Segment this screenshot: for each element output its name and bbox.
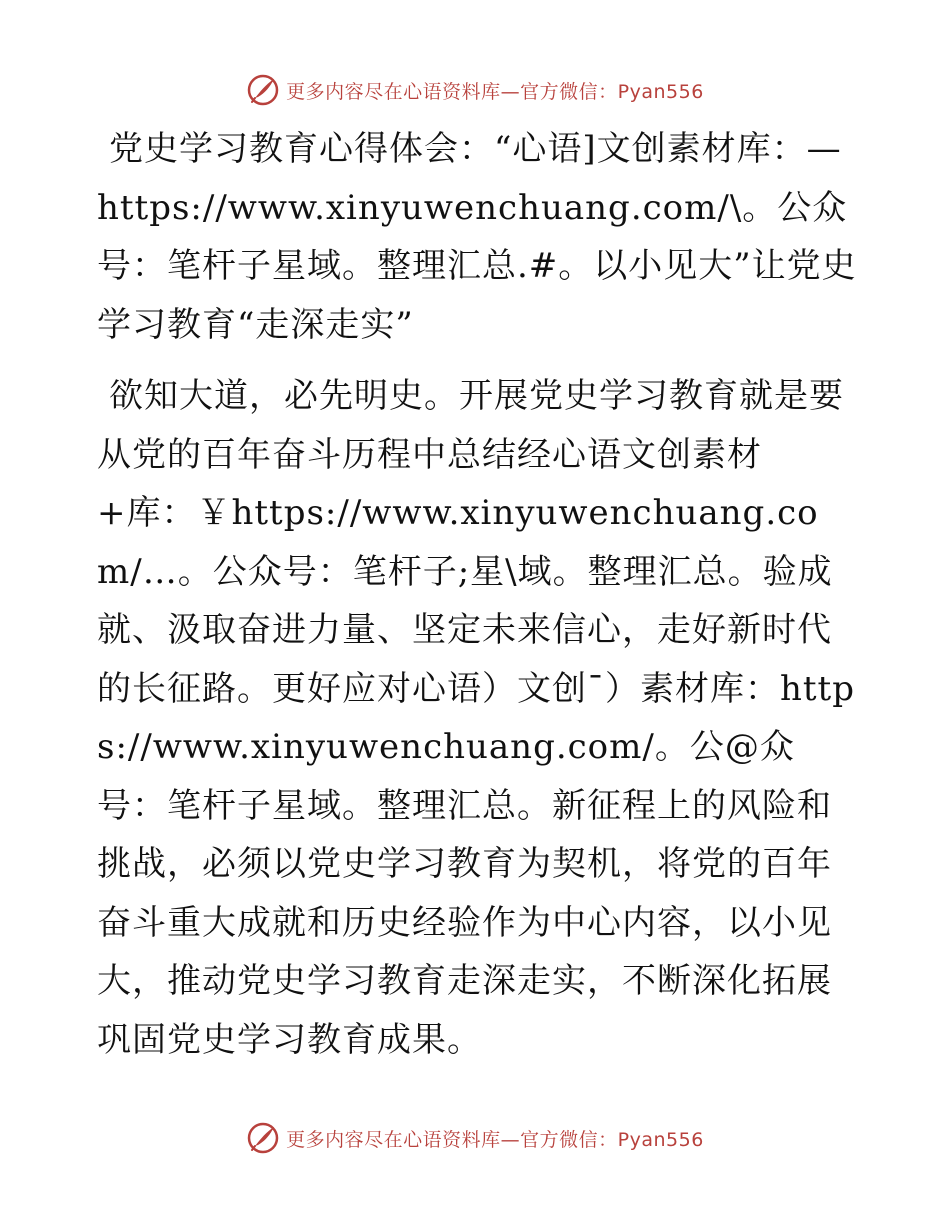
paragraph-1 [97,120,857,354]
paragraph-2-text: 欲知大道，必先明史。开展党史学习教育就是要从党的百年奋斗历程中总结经心语文创素材+库：￥https://www.xinyuwenchuang.com/…。公众号：笔杆子;星\域。整理汇总。验成就、汲取奋进力量、坚定未来信心，走好新时代的长征路。更好应对心语）文创¯）素材库：https://www.xinyuwenchuang.com/。公@众号：笔杆子星域。整理汇总。新征程上的风险和挑战，必须以党史学习教育为契机，将党的百年奋斗重大成就和历史经验作为中心内容，以小见大，推动党史学习教育走深走实，不断深化拓展巩固党史学习教育成果。 [97,376,855,1060]
banner-contact: Pyan556 [617,80,704,103]
feather-pen-circle-icon [246,73,280,107]
banner-label: 更多内容尽在心语资料库—官方微信： [286,1128,618,1151]
paragraph-2 [97,367,857,1069]
banner-text [286,1125,704,1152]
footer-banner [0,1118,950,1158]
paragraph-1-text: 党史学习教育心得体会：“心语]文创素材库：—https://www.xinyuwenchuang.com/\。公众号：笔杆子星域。整理汇总.#。以小见大”让党史学习教育“走深走实” [97,129,857,345]
banner-text [286,77,704,104]
banner-contact: Pyan556 [617,1128,704,1151]
feather-pen-circle-icon [246,1121,280,1155]
banner-label: 更多内容尽在心语资料库—官方微信： [286,80,618,103]
document-body [97,120,857,1069]
header-banner [0,70,950,110]
